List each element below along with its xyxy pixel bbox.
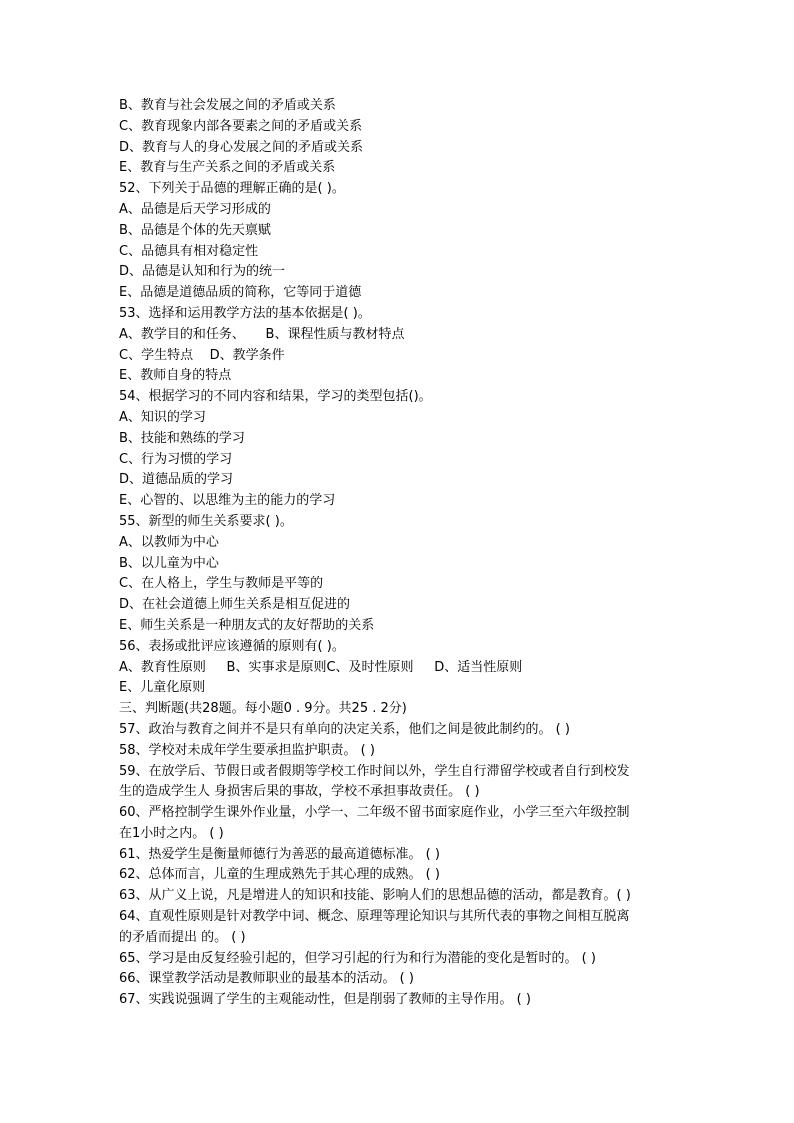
question-54: 54、根据学习的不同内容和结果，学习的类型包括()。 xyxy=(119,389,432,405)
text-line: D、教育与人的身心发展之间的矛盾或关系 xyxy=(119,139,364,155)
question-61: 61、热爱学生是衡量师德行为善恶的最高道德标准。 ( ) xyxy=(119,846,440,862)
text-line: E、心智的、以思维为主的能力的学习 xyxy=(119,493,336,509)
text-line: E、儿童化原则 xyxy=(119,680,206,696)
question-62: 62、总体而言，儿童的生理成熟先于其心理的成熟。 ( ) xyxy=(119,867,440,883)
text-line: B、以儿童为中心 xyxy=(119,555,219,571)
question-57: 57、政治与教育之间并不是只有单向的决定关系，他们之间是彼此制约的。 ( ) xyxy=(119,721,570,737)
text-line: 生的造成学生人 身损害后果的事故，学校不承担事故责任。 ( ) xyxy=(119,784,480,800)
text-line: E、教育与生产关系之间的矛盾或关系 xyxy=(119,160,336,176)
text-line: B、品德是个体的先天禀赋 xyxy=(119,222,271,238)
question-56: 56、表扬或批评应该遵循的原则有( )。 xyxy=(119,638,345,654)
text-line: A、以教师为中心 xyxy=(119,534,219,550)
text-line: A、知识的学习 xyxy=(119,409,206,425)
text-line: E、师生关系是一种朋友式的友好帮助的关系 xyxy=(119,617,375,633)
question-60: 60、严格控制学生课外作业量，小学一、二年级不留书面家庭作业，小学三至六年级控制 xyxy=(119,805,630,821)
section-heading: 三、判断题(共28题。每小题0 . 9分。共25 . 2分) xyxy=(119,701,407,717)
question-66: 66、课堂教学活动是教师职业的最基本的活动。 ( ) xyxy=(119,971,414,987)
text-line: C、在人格上，学生与教师是平等的 xyxy=(119,576,324,592)
question-52: 52、下列关于品德的理解正确的是( )。 xyxy=(119,181,345,197)
question-55: 55、新型的师生关系要求( )。 xyxy=(119,513,293,529)
text-line: A、教育性原则 B、实事求是原则C、及时性原则 D、适当性原则 xyxy=(119,659,523,675)
text-line: B、技能和熟练的学习 xyxy=(119,430,245,446)
text-line: C、教育现象内部各要素之间的矛盾或关系 xyxy=(119,118,363,134)
text-line: A、品德是后天学习形成的 xyxy=(119,201,271,217)
text-line: A、教学目的和任务、 B、课程性质与教材特点 xyxy=(119,326,405,342)
text-line: 在1小时之内。 ( ) xyxy=(119,825,224,841)
document-body xyxy=(119,96,679,1011)
text-line: E、品德是道德品质的简称，它等同于道德 xyxy=(119,285,362,301)
text-line: D、在社会道德上师生关系是相互促进的 xyxy=(119,597,351,613)
question-63: 63、从广义上说，凡是增进人的知识和技能、影响人们的思想品德的活动，都是教育。( ) xyxy=(119,888,631,904)
question-67: 67、实践说强调了学生的主观能动性，但是削弱了教师的主导作用。 ( ) xyxy=(119,992,531,1008)
text-line: C、品德具有相对稳定性 xyxy=(119,243,259,259)
text-line: 的矛盾而提出 的。 ( ) xyxy=(119,929,246,945)
text-line: D、品德是认知和行为的统一 xyxy=(119,264,286,280)
question-53: 53、选择和运用教学方法的基本依据是( )。 xyxy=(119,305,371,321)
question-64: 64、直观性原则是针对教学中词、概念、原理等理论知识与其所代表的事物之间相互脱离 xyxy=(119,909,630,925)
text-line: B、教育与社会发展之间的矛盾或关系 xyxy=(119,98,336,113)
question-59: 59、在放学后、节假日或者假期等学校工作时间以外，学生自行滞留学校或者自行到校发 xyxy=(119,763,630,779)
text-line: C、行为习惯的学习 xyxy=(119,451,233,467)
text-line: D、道德品质的学习 xyxy=(119,472,234,488)
text-line: C、学生特点 D、教学条件 xyxy=(119,347,285,363)
question-65: 65、学习是由反复经验引起的，但学习引起的行为和行为潜能的变化是暂时的。 ( ) xyxy=(119,950,596,966)
question-58: 58、学校对未成年学生要承担监护职责。 ( ) xyxy=(119,742,375,758)
text-line: E、教师自身的特点 xyxy=(119,368,232,384)
